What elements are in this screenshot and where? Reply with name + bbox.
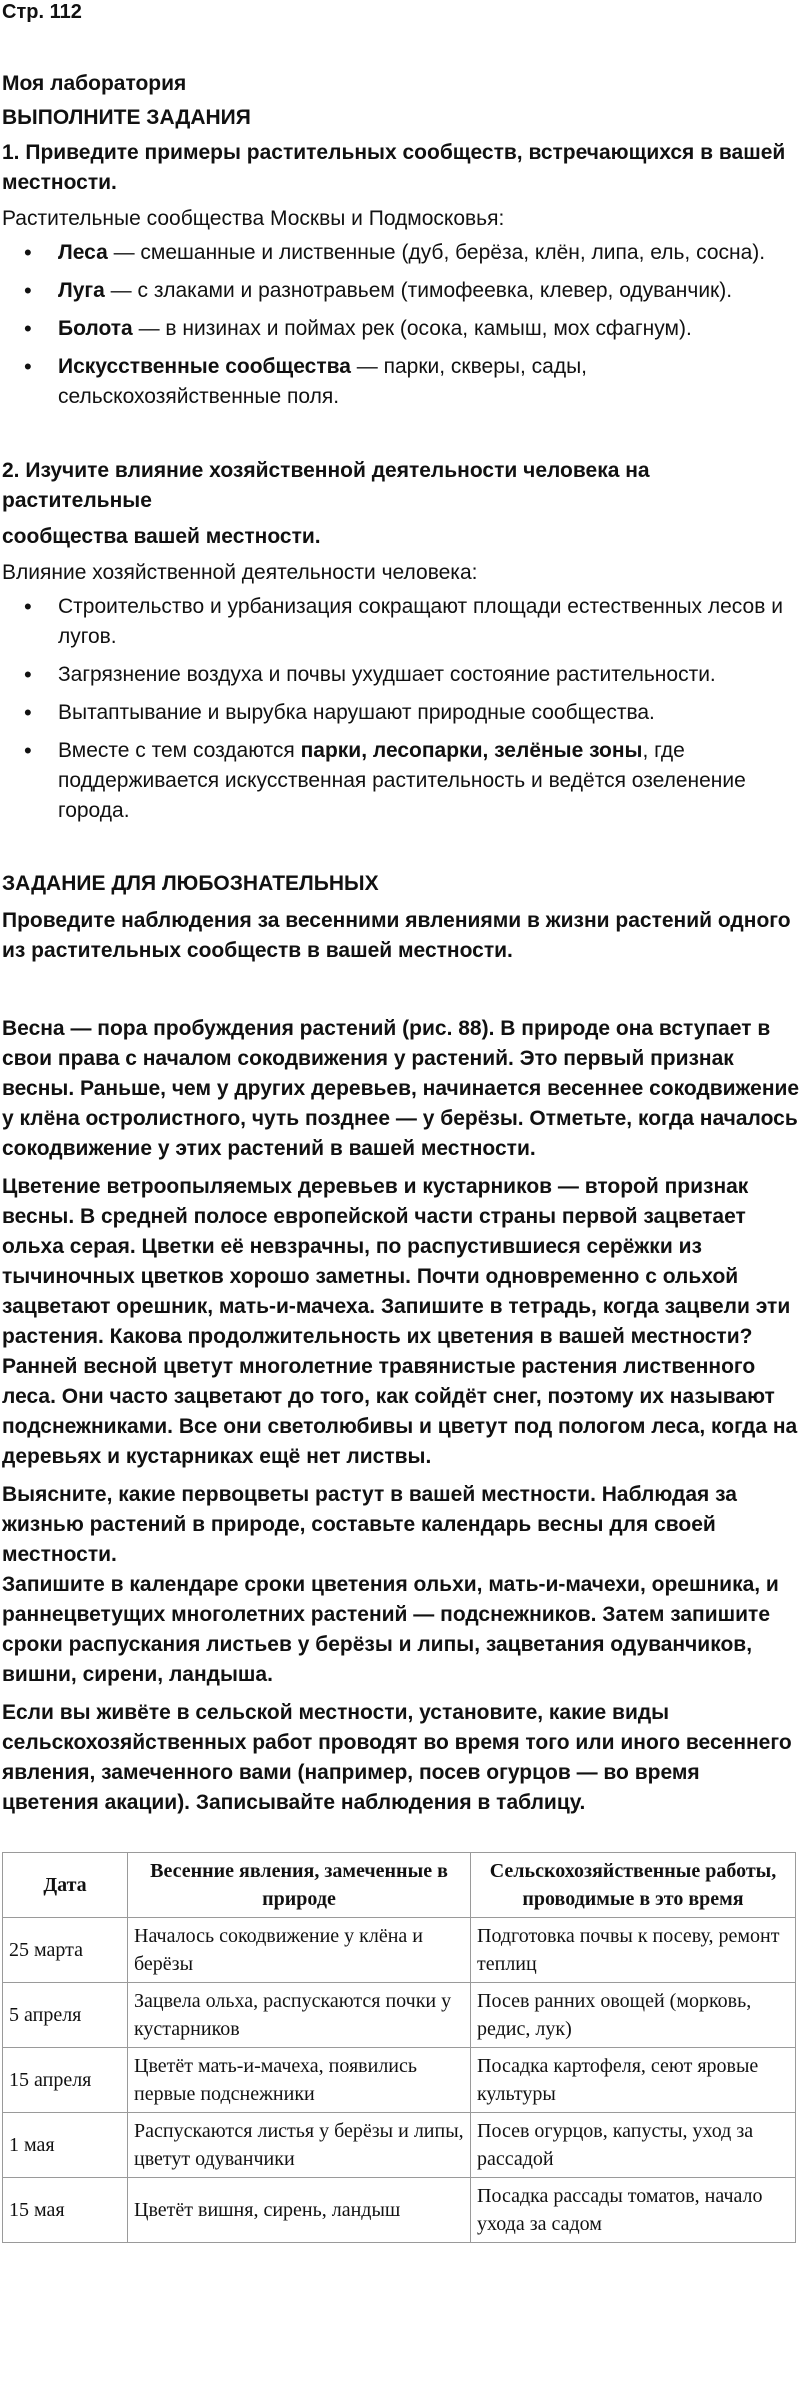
list-item-term: Луга bbox=[58, 279, 105, 302]
list-item-text: Загрязнение воздуха и почвы ухудшает состояние растительности. bbox=[58, 663, 716, 686]
table-cell-date: 15 апреля bbox=[3, 2048, 128, 2113]
list-item-text: — парки, скверы, сады, сельскохозяйственные поля. bbox=[58, 355, 587, 408]
list-item bbox=[24, 352, 800, 412]
bullet-icon: • bbox=[24, 700, 32, 725]
list-item bbox=[24, 276, 800, 306]
table-cell-phenomena: Цветёт вишня, сирень, ландыш bbox=[128, 2178, 471, 2243]
bullet-icon: • bbox=[24, 662, 32, 687]
curious-paragraph-4: Запишите в календаре сроки цветения ольхи, мать-и-мачехи, орешника, и раннецветущих многолетних растений — подснежников. Затем запишите сроки распускания листьев у берёзы и липы, зацветания одуванчиков, вишни, сирени, ландыша. bbox=[2, 1573, 779, 1686]
bullet-icon: • bbox=[24, 594, 32, 619]
list-item-term: Леса bbox=[58, 241, 108, 264]
table-cell-phenomena: Распускаются листья у берёзы и липы, цветут одуванчики bbox=[128, 2113, 471, 2178]
table-row bbox=[3, 1983, 796, 2048]
list-item-term: Болота bbox=[58, 317, 133, 340]
table-cell-phenomena: Цветёт мать-и-мачеха, появились первые подснежники bbox=[128, 2048, 471, 2113]
curious-paragraph-1: Весна — пора пробуждения растений (рис. 88). В природе она вступает в свои права с началом сокодвижения у растений. Это первый признак весны. Раньше, чем у других деревьев, начинается весеннее сокодвижение у клёна остролистного, чуть позднее — у берёзы. Отметьте, когда началось сокодвижение у этих растений в вашей местности. bbox=[2, 1017, 800, 1160]
bullet-icon: • bbox=[24, 316, 32, 341]
question-2-list bbox=[0, 592, 800, 826]
table-cell-works: Посадка рассады томатов, начало ухода за садом bbox=[471, 2178, 796, 2243]
table-cell-works: Посев огурцов, капусты, уход за рассадой bbox=[471, 2113, 796, 2178]
bullet-icon: • bbox=[24, 240, 32, 265]
list-item bbox=[24, 736, 800, 826]
question-2-title-line1: 2. Изучите влияние хозяйственной деятельности человека на растительные bbox=[2, 459, 650, 512]
list-item-text: — с злаками и разнотравьем (тимофеевка, клевер, одуванчик). bbox=[104, 279, 733, 302]
curious-paragraph-3: Выясните, какие первоцветы растут в вашей местности. Наблюдая за жизнью растений в природе, составьте календарь весны для своей местности. bbox=[2, 1483, 737, 1566]
table-row bbox=[3, 1918, 796, 1983]
table-cell-date: 1 мая bbox=[3, 2113, 128, 2178]
table-cell-works: Подготовка почвы к посеву, ремонт теплиц bbox=[471, 1918, 796, 1983]
list-item bbox=[24, 660, 800, 690]
lab-title: Моя лаборатория bbox=[2, 72, 187, 95]
table-cell-phenomena: Началось сокодвижение у клёна и берёзы bbox=[128, 1918, 471, 1983]
list-item-text: — в низинах и поймах рек (осока, камыш, мох сфагнум). bbox=[132, 317, 692, 340]
question-2-intro: Влияние хозяйственной деятельности человека: bbox=[2, 561, 478, 584]
list-item bbox=[24, 698, 800, 728]
curious-task: Проведите наблюдения за весенними явлениями в жизни растений одного из растительных сообществ в вашей местности. bbox=[2, 909, 791, 962]
tasks-heading: ВЫПОЛНИТЕ ЗАДАНИЯ bbox=[2, 106, 251, 129]
bullet-icon: • bbox=[24, 738, 32, 763]
table-header-row bbox=[3, 1853, 796, 1918]
bullet-icon: • bbox=[24, 354, 32, 379]
table-cell-date: 5 апреля bbox=[3, 1983, 128, 2048]
table-row bbox=[3, 2113, 796, 2178]
curious-heading: ЗАДАНИЕ ДЛЯ ЛЮБОЗНАТЕЛЬНЫХ bbox=[2, 872, 379, 895]
list-item-text: — смешанные и лиственные (дуб, берёза, клён, липа, ель, сосна). bbox=[107, 241, 766, 264]
curious-paragraph-2: Цветение ветроопыляемых деревьев и кустарников — второй признак весны. В средней полосе европейской части страны первой зацветает ольха серая. Цветки её невзрачны, по распустившиеся серёжки из тычиночных цветков хорошо заметны. Почти одновременно с ольхой зацветают орешник, мать-и-мачеха. Запишите в тетрадь, когда зацвели эти растения. Какова продолжительность их цветения в вашей местности? Ранней весной цветут многолетние травянистые растения лиственного леса. Они часто зацветают до того, как сойдёт снег, поэтому их называют подснежниками. Все они светолюбивы и цветут под пологом леса, когда на деревьях и кустарниках ещё нет листвы. bbox=[2, 1175, 798, 1468]
list-item bbox=[24, 592, 800, 652]
list-item-text: Строительство и урбанизация сокращают площади естественных лесов и лугов. bbox=[58, 595, 783, 648]
list-item-text: Вытаптывание и вырубка нарушают природные сообщества. bbox=[58, 701, 655, 724]
list-item-term: Искусственные сообщества bbox=[58, 355, 351, 378]
question-2-title-line2: сообщества вашей местности. bbox=[2, 525, 321, 548]
table-cell-date: 25 марта bbox=[3, 1918, 128, 1983]
list-item bbox=[24, 238, 800, 268]
list-item-text-before: Вместе с тем создаются bbox=[58, 739, 301, 762]
list-item bbox=[24, 314, 800, 344]
table-cell-works: Посадка картофеля, сеют яровые культуры bbox=[471, 2048, 796, 2113]
question-1-list bbox=[0, 238, 800, 412]
table-cell-phenomena: Зацвела ольха, распускаются почки у кустарников bbox=[128, 1983, 471, 2048]
page-number: Стр. 112 bbox=[2, 1, 82, 23]
curious-paragraph-5: Если вы живёте в сельской местности, установите, какие виды сельскохозяйственных работ проводят во время того или иного весеннего явления, замеченного вами (например, посев огурцов — во время цветения акации). Записывайте наблюдения в таблицу. bbox=[2, 1701, 792, 1814]
table-cell-date: 15 мая bbox=[3, 2178, 128, 2243]
table-header-phenomena: Весенние явления, замеченные в природе bbox=[128, 1853, 471, 1918]
question-1-title: 1. Приведите примеры растительных сообществ, встречающихся в вашей местности. bbox=[2, 141, 786, 194]
table-header-date: Дата bbox=[3, 1853, 128, 1918]
bullet-icon: • bbox=[24, 278, 32, 303]
table-row bbox=[3, 2048, 796, 2113]
table-cell-works: Посев ранних овощей (морковь, редис, лук) bbox=[471, 1983, 796, 2048]
question-1-intro: Растительные сообщества Москвы и Подмосковья: bbox=[2, 207, 505, 230]
table-header-works: Сельскохозяйственные работы, проводимые в это время bbox=[471, 1853, 796, 1918]
list-item-text-after: , где поддерживается искусственная растительность и ведётся озеленение города. bbox=[58, 739, 746, 822]
list-item-bold: парки, лесопарки, зелёные зоны bbox=[300, 739, 643, 762]
spring-calendar-table bbox=[2, 1852, 796, 2243]
table-row bbox=[3, 2178, 796, 2243]
